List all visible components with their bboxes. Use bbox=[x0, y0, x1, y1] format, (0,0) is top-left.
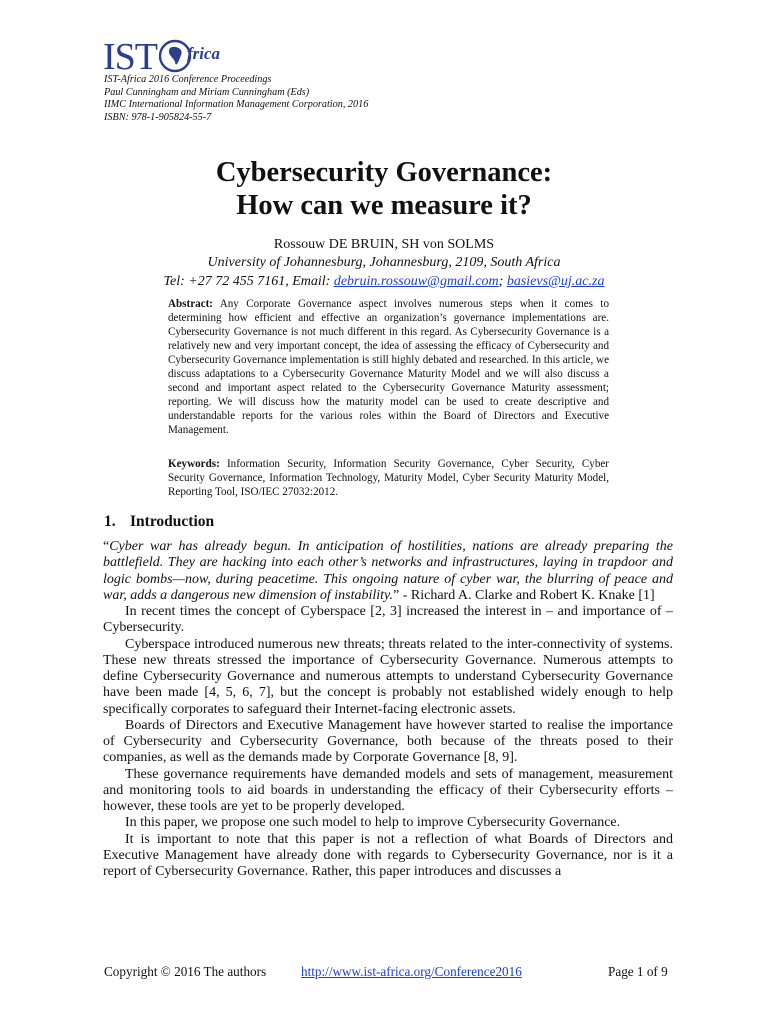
conference-url-link[interactable]: http://www.ist-africa.org/Conference2016 bbox=[301, 964, 522, 979]
paragraph-3: Boards of Directors and Executive Management have however started to realise the importance of Cybersecurity and Cybersecurity Governance, both because of the threats posed to their companies, as well as the demands made by Corporate Governance [8, 9]. bbox=[103, 717, 673, 766]
logo-frica-text: frica bbox=[187, 44, 221, 63]
contact-line bbox=[0, 273, 768, 291]
quote-open: “ bbox=[103, 539, 110, 554]
contact-prefix: Tel: +27 72 455 7161, Email: bbox=[163, 274, 334, 289]
proceedings-header bbox=[104, 74, 368, 124]
section-number: 1. bbox=[104, 513, 116, 530]
keywords bbox=[168, 458, 609, 500]
paragraph-2: Cyberspace introduced numerous new threats; threats related to the inter-connectivity of systems. These new threats stressed the importance of Cybersecurity Governance. Numerous attempts to define Cybersecurity Governance and numerous attempts to understand Cybersecurity Governance have been made [4, 5, 6, 7], but the concept is probably not established widely enough to help specifically corporates to safeguard their Internet-facing electronic assets. bbox=[103, 636, 673, 717]
email-link-2[interactable]: basievs@uj.ac.za bbox=[506, 274, 605, 289]
footer-url-container bbox=[301, 964, 522, 980]
footer-copyright: Copyright © 2016 The authors bbox=[104, 964, 267, 979]
keywords-text: Information Security, Information Security Governance, Cyber Security, Cyber Security Governance, Information Technology, Maturity Model, Cyber Security Maturity Model, Reporting Tool, ISO/IEC 27032:2012. bbox=[168, 458, 609, 498]
logo-ist-text: IST bbox=[103, 36, 157, 78]
title-line-1: Cybersecurity Governance: bbox=[215, 157, 553, 188]
abstract-text: Any Corporate Governance aspect involves numerous steps when it comes to determining how efficient and effective an organization’s governance implementations are. Cybersecurity Governance is not much different in this regard. As Cybersecurity Governance is a relatively new and very important concept, the idea of assessing the efficacy of Cybersecurity and Cybersecurity Governance implementation is still highly debated and researched. In this article, we discuss adaptations to a Cybersecurity Governance Maturity Model and we will also discuss a second and important aspect related to the Cybersecurity Governance Maturity assessment; reporting. We will discuss how the maturity model can be used to create descriptive and understandable reports for the various roles within the Board of Directors and Executive Management. bbox=[168, 298, 609, 436]
isbn: ISBN: 978-1-905824-55-7 bbox=[104, 111, 212, 123]
quote-text: Cyber war has already begun. In anticipation of hostilities, nations are already preparing the battlefield. They are hacking into each other’s networks and infrastructures, laying in trapdoor and logic bombs—now, during peacetime. This ongoing nature of cyber war, the blurring of peace and war, adds a dangerous new dimension of instability. bbox=[103, 539, 673, 603]
body-text bbox=[103, 539, 673, 880]
keywords-label: Keywords: bbox=[168, 458, 220, 470]
email-link-1[interactable]: debruin.rossouw@gmail.com bbox=[333, 274, 499, 289]
affiliation: University of Johannesburg, Johannesburg, 2109, South Africa bbox=[207, 255, 561, 270]
quote-paragraph bbox=[103, 539, 673, 604]
section-title: Introduction bbox=[130, 513, 215, 530]
title-line-2: How can we measure it? bbox=[236, 190, 532, 221]
section-heading bbox=[104, 512, 214, 532]
publisher: IIMC International Information Management Corporation, 2016 bbox=[104, 99, 369, 111]
editors: Paul Cunningham and Miriam Cunningham (Eds) bbox=[104, 86, 310, 98]
abstract bbox=[168, 298, 609, 438]
contact-separator: ; bbox=[498, 274, 507, 289]
page-number: Page 1 of 9 bbox=[608, 964, 668, 979]
quote-attribution: ” - Richard A. Clarke and Robert K. Knake [1] bbox=[393, 587, 655, 603]
authors: Rossouw DE BRUIN, SH von SOLMS bbox=[273, 237, 495, 252]
ist-africa-logo bbox=[103, 36, 221, 78]
paragraph-4: These governance requirements have demanded models and sets of management, measurement and monitoring tools to aid boards in understanding the efficacy of their Cybersecurity efforts – however, these tools are yet to be properly developed. bbox=[103, 766, 673, 814]
paragraph-5: In this paper, we propose one such model to help to improve Cybersecurity Governance. bbox=[125, 815, 621, 831]
paragraph-1: In recent times the concept of Cyberspace [2, 3] increased the interest in – and importance of – Cybersecurity. bbox=[103, 604, 673, 636]
paper-title bbox=[0, 156, 768, 222]
proceedings-title: IST-Africa 2016 Conference Proceedings bbox=[104, 74, 272, 85]
abstract-label: Abstract: bbox=[168, 298, 213, 310]
paragraph-6: It is important to note that this paper is not a reflection of what Boards of Directors and Executive Management have already done with regards to Cybersecurity Governance, nor is it a report of Cybersecurity Governance. Rather, this paper introduces and discusses a bbox=[103, 831, 673, 879]
